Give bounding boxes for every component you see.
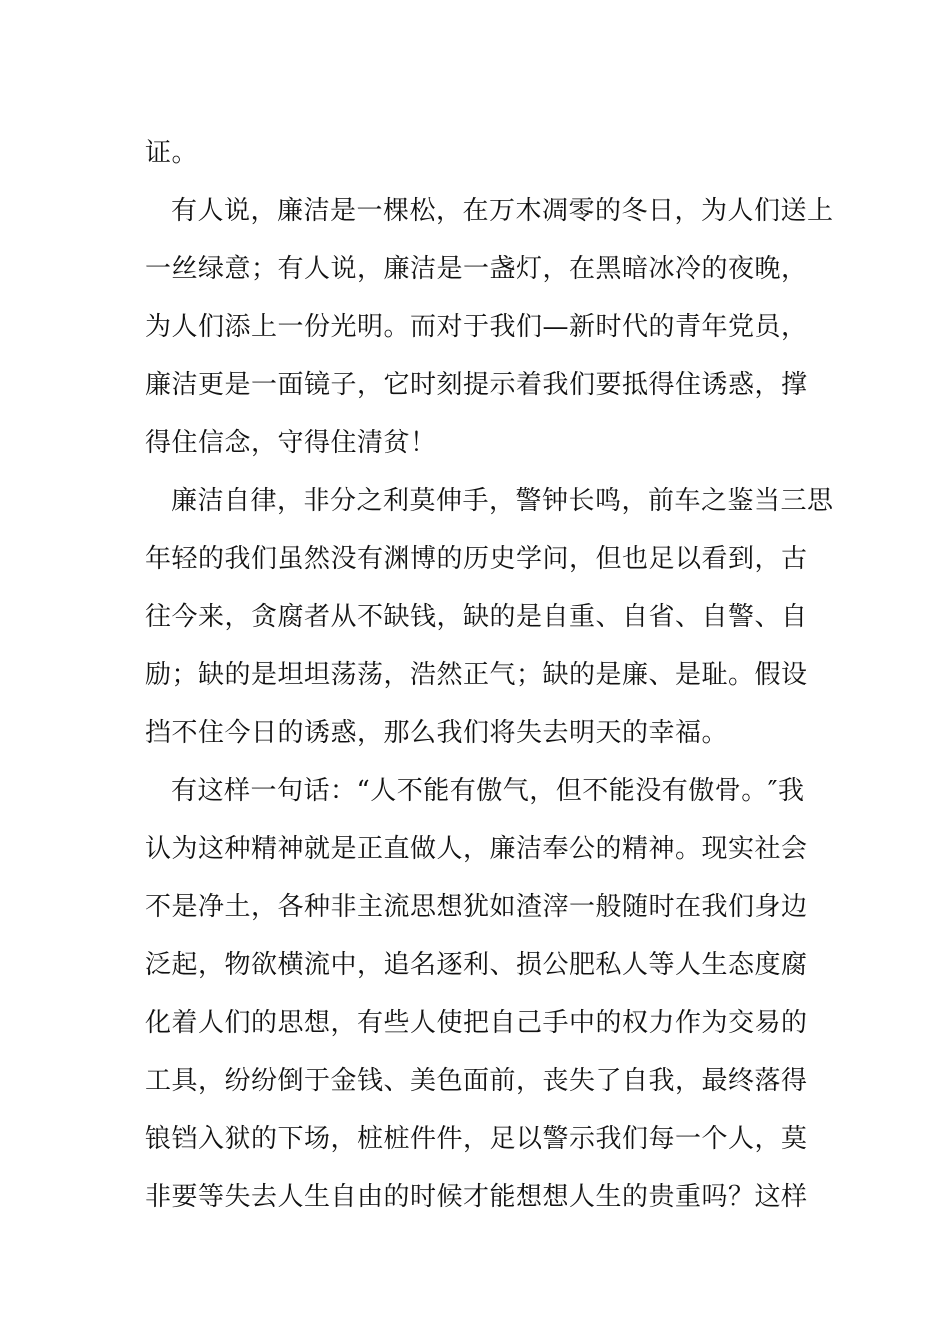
- text-line: 化着人们的思想，有些人使把自己手中的权力作为交易的: [145, 1008, 808, 1038]
- text-line: 为人们添上一份光明。而对于我们—新时代的青年党员，: [145, 312, 808, 342]
- text-line: 非要等失去人生自由的时候才能想想人生的贵重吗？这样: [145, 1182, 808, 1212]
- text-line: 励；缺的是坦坦荡荡，浩然正气；缺的是廉、是耻。假设: [145, 660, 808, 690]
- text-line: 有这样一句话：“人不能有傲气，但不能没有傲骨。″我: [171, 776, 805, 806]
- text-line: 廉洁自律，非分之利莫伸手，警钟长鸣，前车之鉴当三思: [171, 486, 834, 516]
- text-line: 年轻的我们虽然没有渊博的历史学问，但也足以看到，古: [145, 544, 808, 574]
- text-line: 泛起，物欲横流中，追名逐利、损公肥私人等人生态度腐: [145, 950, 808, 980]
- text-line: 挡不住今日的诱惑，那么我们将失去明天的幸福。: [145, 718, 729, 748]
- text-line: 不是净土，各种非主流思想犹如渣滓一般随时在我们身边: [145, 892, 808, 922]
- text-line: 工具，纷纷倒于金钱、美色面前，丧失了自我，最终落得: [145, 1066, 808, 1096]
- text-line: 得住信念，守得住清贫！: [145, 428, 437, 458]
- body-text: [145, 124, 834, 1226]
- text-line: 廉洁更是一面镜子，它时刻提示着我们要抵得住诱惑，撑: [145, 370, 808, 400]
- text-line: 有人说，廉洁是一棵松，在万木凋零的冬日，为人们送上: [171, 196, 834, 226]
- text-line: 认为这种精神就是正直做人，廉洁奉公的精神。现实社会: [145, 834, 808, 864]
- text-line: 锒铛入狱的下场，桩桩件件，足以警示我们每一个人，莫: [145, 1124, 808, 1154]
- text-line: 往今来，贪腐者从不缺钱，缺的是自重、自省、自警、自: [145, 602, 808, 632]
- text-line: 证。: [145, 138, 199, 168]
- text-line: 一丝绿意；有人说，廉洁是一盏灯，在黑暗冰冷的夜晚，: [145, 254, 808, 284]
